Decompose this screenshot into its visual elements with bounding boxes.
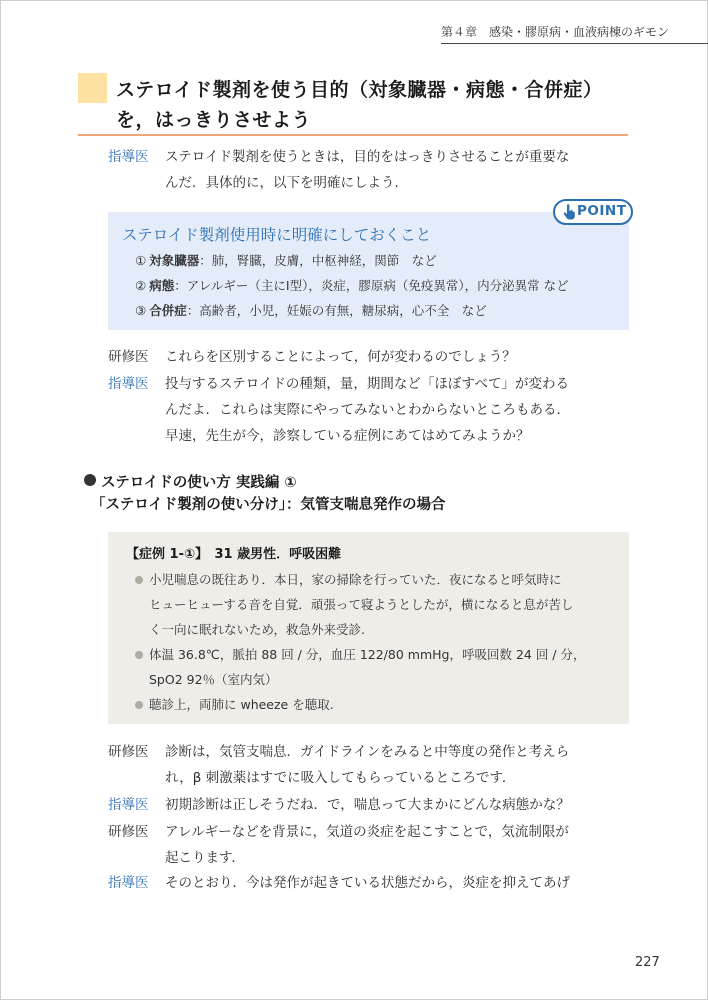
speech-line: 起こります． (165, 850, 245, 866)
speech-text (165, 144, 628, 196)
point-item (135, 276, 569, 294)
item-key: 対象臓器 (149, 253, 200, 268)
item-key: 合併症 (149, 303, 187, 318)
chapter-header: 第４章 感染・膠原病・血液病棟のギモン (441, 25, 670, 39)
item-key: 病態 (149, 278, 175, 293)
speaker-label: 指導医 (108, 376, 149, 392)
dialog-turn (108, 144, 628, 196)
speech-line: そのとおり．今は発作が起きている状態だから，炎症を抑えてあげ (165, 875, 570, 891)
dialog-turn (108, 371, 628, 449)
title-marker (78, 73, 107, 103)
item-text: ：高齢者，小児，妊娠の有無，糖尿病，心不全 など (186, 303, 487, 318)
speech-line: 初期診断は正しそうだね．で，喘息って大まかにどんな病態かな？ (165, 797, 570, 813)
speech-line: これらを区別することによって，何が変わるのでしょう？ (165, 349, 516, 365)
dialog-turn (108, 819, 628, 871)
dialog-turn (108, 792, 628, 818)
case-title: 【症例 1-①】 31 歳男性．呼吸困難 (126, 547, 342, 562)
item-number: ③ (135, 303, 147, 318)
case-line: ヒューヒューする音を自覚．頑張って寝ようとしたが，横になると息が苦し (149, 597, 574, 612)
bullet-dot-icon (135, 701, 143, 709)
speech-line: んだ．具体的に，以下を明確にしよう． (165, 175, 408, 191)
chapter-header-rule (441, 43, 708, 44)
point-title: ステロイド製剤使用時に明確にしておくこと (122, 226, 432, 244)
case-line: SpO2 92％（室内気） (149, 672, 278, 687)
item-text: ：アレルギー（主にⅠ型），炎症，膠原病（免疫異常），内分泌異常 など (174, 278, 569, 293)
speech-line: れ，β 刺激薬はすでに吸入してもらっているところです． (165, 770, 516, 786)
case-line: く一向に眠れないため，救急外来受診. (149, 622, 365, 637)
section-title-line-2: を，はっきりさせよう (116, 109, 312, 131)
point-badge (553, 199, 633, 225)
speaker-label: 研修医 (108, 824, 149, 840)
section-subheading: 「ステロイド製剤の使い分け」：気管支喘息発作の場合 (91, 497, 446, 513)
speech-text (165, 792, 628, 818)
title-rule (78, 134, 628, 136)
speaker-label: 研修医 (108, 744, 149, 760)
bullet-dot-icon (135, 651, 143, 659)
speech-text (165, 819, 628, 871)
point-item (135, 301, 487, 319)
bullet-dot-icon (135, 576, 143, 584)
pointing-hand-icon (561, 204, 577, 220)
dialog-turn (108, 344, 628, 370)
item-number: ② (135, 278, 147, 293)
speech-line: アレルギーなどを背景に，気道の炎症を起こすことで，気流制限が (165, 824, 569, 840)
speech-line: ステロイド製剤を使うときは，目的をはっきりさせることが重要な (165, 149, 570, 165)
section-heading: ステロイドの使い方 実践編 ① (101, 475, 297, 491)
speech-line: 診断は，気管支喘息．ガイドラインをみると中等度の発作と考えら (165, 744, 570, 760)
speech-text (165, 344, 628, 370)
item-text: ：肺，腎臓，皮膚，中枢神経，関節 など (199, 253, 437, 268)
dialog-turn (108, 739, 628, 791)
point-item (135, 251, 437, 269)
page-number: 227 (635, 955, 660, 970)
speech-text (165, 870, 628, 896)
dialog-turn (108, 870, 628, 896)
speaker-label: 指導医 (108, 149, 149, 165)
section-bullet-icon (84, 474, 96, 486)
speech-line: 早速，先生が今，診察している症例にあてはめてみようか？ (165, 428, 530, 444)
speech-text (165, 371, 628, 449)
speaker-label: 指導医 (108, 797, 149, 813)
case-line: 小児喘息の既往あり．本日，家の掃除を行っていた．夜になると呼気時に (149, 572, 562, 587)
case-line: 聴診上，両肺に wheeze を聴取. (149, 697, 334, 712)
case-line: 体温 36.8℃，脈拍 88 回 / 分，血圧 122/80 mmHg，呼吸回数 24 回 / 分， (149, 647, 586, 662)
speech-line: んだよ．これらは実際にやってみないとわからないところもある． (165, 402, 570, 418)
speaker-label: 研修医 (108, 349, 149, 365)
section-title-line-1: ステロイド製剤を使う目的（対象臓器・病態・合併症） (116, 79, 603, 101)
speech-text (165, 739, 628, 791)
speaker-label: 指導医 (108, 875, 149, 891)
item-number: ① (135, 253, 147, 268)
speech-line: 投与するステロイドの種類，量，期間など「ほぼすべて」が変わる (165, 376, 570, 392)
point-label: POINT (577, 203, 627, 219)
